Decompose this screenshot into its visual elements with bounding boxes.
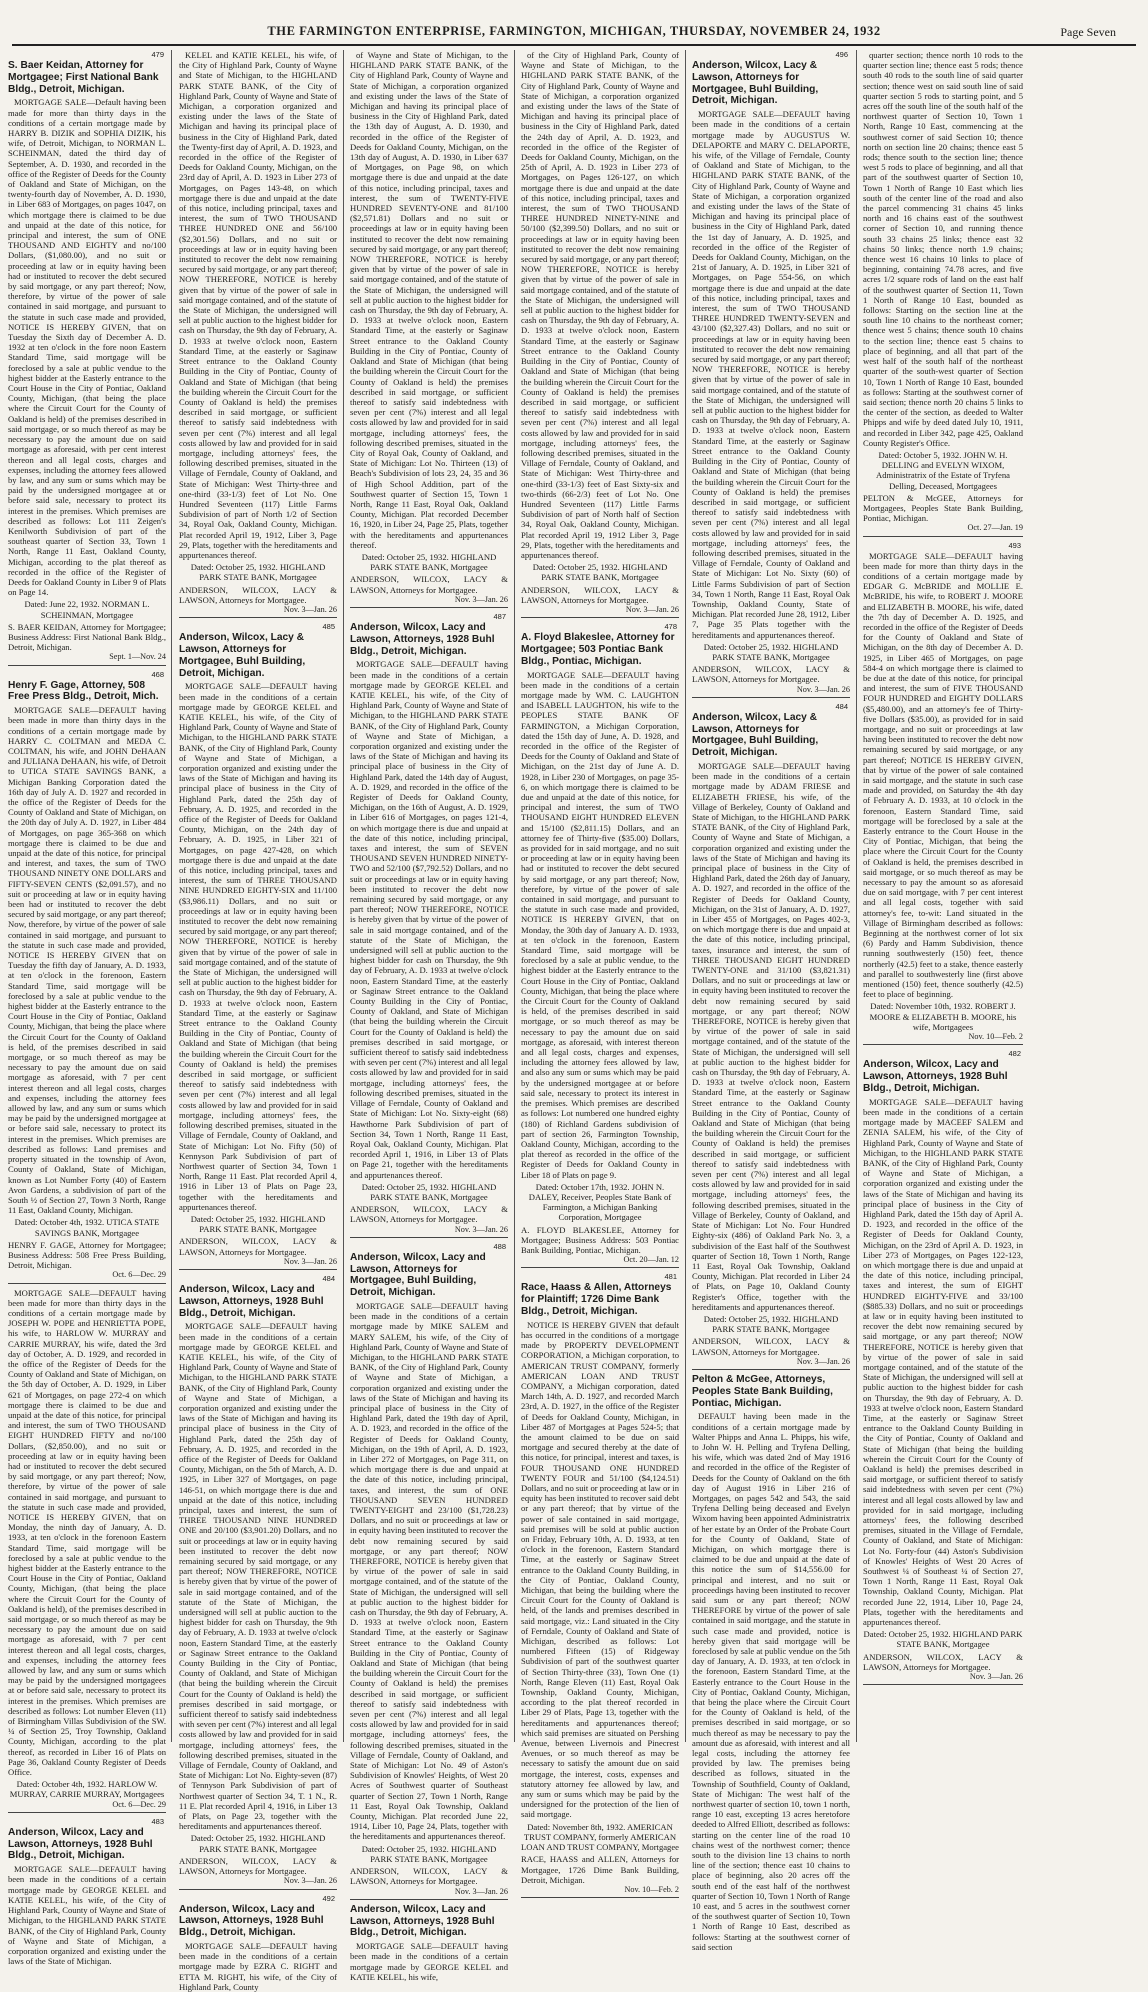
notice-body: KELEL and KATIE KELEL, his wife, of the City of Highland Park, County of Wayne and State of Michigan, to the HIGHLAND PARK STATE BANK, of the City of Highland Park, County of Wayne and State of Michigan, a corporation organized and existing under the laws of the State of Michigan and having its principal place of business in the City of Highland Park, dated the Twenty-first day of April, A. D. 1923, and recorded in the office of the Register of Deeds for Oakland County, Michigan, on the 23rd day of April, A. D. 1923 in Liber 273 of Mortgages, on Pages 143-48, on which mortgage there is due and unpaid at the date of this notice, including principal, taxes and interest, the sum of TWO THOUSAND THREE HUNDRED ONE and 56/100 ($2,301.56) Dollars, and no suit or proceedings at law or in equity having been instituted to recover the debt now remaining secured by said mortgage, or any part thereof; NOW THEREFORE, NOTICE is hereby given that by virtue of the power of sale in said mortgage contained, and of the statute of the State of Michigan, the undersigned will sell at public auction to the highest bidder for cash on Thursday, the 9th day of February, A. D. 1933 at twelve o'clock noon, Eastern Standard Time, at the easterly or Saginaw Street entrance to the Oakland County Building in the City of Pontiac, County of Oakland and State of Michigan (that being the building wherein the Circuit Court for the County of Oakland is held) the premises described in said mortgage, or sufficient thereof to satisfy said indebtedness with seven per cent (7%) interest and all legal costs allowed by law and provided for in said mortgage, including attorneys' fees, the following described premises, situated in the Village of Ferndale, County of Oakland, and State of Michigan: West Thirty-three and one-third (33-1/3) feet of Lot No. One Hundred Seventeen (117) Little Farms Subdivision of part of North 1/2 of Section 34, Royal Oak, Oakland County, Michigan. Plat recorded April 19, 1912, Liber 3, Page 29, Plats, together with the hereditaments and appurtenances thereof. xyxy=(179,50,337,560)
notice-number: 482 xyxy=(1008,1049,1021,1059)
notice-body: MORTGAGE SALE—DEFAULT having been made in the conditions of a certain mortgage made by GEORGE KELEL and KATIE KELEL, his wife, of the City of Highland Park, County of Wayne and State of Michigan, to the HIGHLAND PARK STATE BANK, of the City of Highland Park, County of Wayne and State of Michigan, a corporation organized and existing under the laws of the State of Michigan and having its principal place of business in the City of Highland Park, dated the 25th day of February, A. D. 1925, and recorded in the office of the Register of Deeds for Oakland County, Michigan, on the 5th of March, A. D. 1925, in Liber 327 of Mortgages, on page 146-51, on which mortgage there is due and unpaid at the date of this notice, including principal, taxes and interest, the sum of THREE THOUSAND NINE HUNDRED ONE and 20/100 ($3,901.20) Dollars, and no suit or proceedings at law or in equity having been instituted to recover the debt now remaining secured by said mortgage, or any part thereof; NOW THEREFORE, NOTICE is hereby given that by virtue of the power of sale in said mortgage contained, and of the statute of the State of Michigan, the undersigned will sell at public auction to the highest bidder for cash on Thursday, the 9th day of February, A. D. 1933 at twelve o'clock noon, Eastern Standard Time, at the easterly or Saginaw Street entrance to the Oakland County Building in the City of Pontiac, County of Oakland, and State of Michigan (that being the building wherein the Circuit Court for the County of Oakland is held) the premises described in said mortgage, or sufficient thereof to satisfy said indebtedness with seven per cent (7%) interest and all legal costs allowed by law and provided for in said mortgage, including attorneys' fees, the following described premises, situated in the Village of Ferndale, County of Oakland, and State of Michigan: Lot No. Eighty-seven (87) of Tennyson Park Subdivision of part of Northwest quarter of Section 34, T. 1 N., R. 11 E. Plat recorded April 4, 1916, in Liber 13 of Plats, on Page 23, together with the hereditaments and appurtenances thereof. xyxy=(179,1321,337,1832)
column-rule xyxy=(856,50,857,1742)
legal-notice xyxy=(350,1242,508,1900)
notice-heading: Anderson, Wilcox, Lacy & Lawson, Attorneys for Mortgagee, Buhl Building, Detroit, Michigan. xyxy=(692,60,819,107)
notice-run-dates: Oct. 6—Dec. 29 xyxy=(8,1270,166,1283)
page-number: Page Seven xyxy=(1060,25,1116,39)
legal-notice xyxy=(863,50,1023,537)
column-rule xyxy=(171,50,172,1742)
notice-body: MORTGAGE SALE—DEFAULT having been made in the conditions of a certain mortgage made by ADAM FRIESE and ELIZABETH FRIESE, his wife, of the Village of Berkeley, County of Oakland and State of Michigan, to the HIGHLAND PARK STATE BANK, of the City of Highland Park, County of Wayne and State of Michigan, a corporation organized and existing under the laws of the State of Michigan and having its principal place of business in the City of Highland Park, dated the 26th day of January, A. D. 1927, and recorded in the office of the Register of Deeds for Oakland County, Michigan, on the 31st of January, A. D. 1927, in Liber 455 of Mortgages, on Pages 402-3, on which mortgage there is due and unpaid at the date of this notice, including principal, taxes, insurance and interest, the sum of THREE THOUSAND EIGHT HUNDRED TWENTY-ONE and 31/100 ($3,821.31) Dollars, and no suit or proceedings at law or in equity having been instituted to recover the debt now remaining secured by said mortgage, or any part thereof; NOW THEREFORE, NOTICE is hereby given that by virtue of the power of sale in said mortgage contained, and of the statute of the State of Michigan, the undersigned will sell at public auction to the highest bidder for cash on Thursday, the 9th day of February, A. D. 1933 at twelve o'clock noon, Eastern Standard Time, at the easterly or Saginaw Street entrance to the Oakland County Building in the City of Pontiac, County of Oakland and State of Michigan (that being the building wherein the Circuit Court for the County of Oakland is held) the premises described in said mortgage, or sufficient thereof to satisfy said indebtedness with seven per cent (7%) interest and all legal costs allowed by law and provided for in said mortgage, including attorneys' fees, the following described premises, situated in the Village of Berkeley, County of Oakland, and State of Michigan: Lot No. Four Hundred Eighty-six (486) of Oakland Park No. 3, a subdivision of the East half of the Southwest quarter of Section 18, Town 1 North, Range 11 East, Royal Oak Township, Oakland County, Michigan. Plat recorded in Liber 24 of Plats, on Page 10, Oakland County Register's Office, together with the hereditaments and appurtenances thereof. xyxy=(692,760,850,1312)
legal-notice xyxy=(8,1288,166,1813)
notice-run-dates: Oct. 27—Jan. 19 xyxy=(863,523,1023,536)
notice-heading: Pelton & McGee, Attorneys, Peoples State Bank Building, Pontiac, Michigan. xyxy=(692,1373,833,1409)
notice-number: 478 xyxy=(664,622,677,632)
notice-heading: A. Floyd Blakeslee, Attorney for Mortgagee; 503 Pontiac Bank Bldg., Pontiac, Michigan. xyxy=(521,632,675,667)
notice-number: 468 xyxy=(151,669,164,679)
notice-heading: Anderson, Wilcox, Lacy and Lawson, Attorneys, 1928 Buhl Bldg., Detroit, Michigan. xyxy=(350,621,495,657)
column-rule xyxy=(685,50,686,1742)
notice-run-dates: Nov. 3—Jan. 26 xyxy=(350,1225,508,1238)
notice-run-dates: Nov. 3—Jan. 26 xyxy=(521,605,679,618)
notice-number: 488 xyxy=(493,1241,506,1251)
notice-attorneys: ANDERSON, WILCOX, LACY & LAWSON, Attorneys for Mortgagee. xyxy=(350,1866,508,1887)
notice-body: of Wayne and State of Michigan, to the HIGHLAND PARK STATE BANK, of the City of Highland Park, County of Wayne and State of Michigan, a corporation organized and existing under the laws of the State of Michigan and having its principal place of business in the City of Highland Park, dated the 13th day of August, A. D. 1930, and recorded in the office of the Register of Deeds for Oakland County, Michigan, on the 13th day of August, A. D. 1930, in Liber 637 of Mortgages, on Page 98, on which mortgage there is due and unpaid at the date of this notice, including principal, taxes and interest, the sum of TWENTY-FIVE HUNDRED SEVENTY-ONE and 81/100 ($2,571.81) Dollars and no suit or proceedings at law or in equity having been instituted to recover the debt now remaining secured by said mortgage, or any part thereof; NOW THEREFORE, NOTICE is hereby given that by virtue of the power of sale in said mortgage contained, and of the statute of the State of Michigan, the undersigned will sell at public auction to the highest bidder for cash on Thursday, the 9th day of February, A. D. 1933 at twelve o'clock noon, Eastern Standard Time, at the easterly or Saginaw Street entrance to the Oakland County Building in the City of Pontiac, County of Oakland and State of Michigan (that being the building wherein the Circuit Court for the County of Oakland is held) the premises described in said mortgage, or sufficient thereof to satisfy said indebtedness with seven per cent (7%) interest and all legal costs allowed by law and provided for in said mortgage, including attorneys' fees, the following described premises, situated in the City of Royal Oak, County of Oakland, and State of Michigan: Lot No. Thirteen (13) of Beach's Subdivision of lots 23, 24, 35 and 36 of High School Addition, part of the Southwest quarter of Section 15, Town 1 North, Range 11 East, Royal Oak, Oakland County, Michigan. Plat recorded December 16, 1920, in Liber 24, Page 25, Plats, together with the hereditaments and appurtenances thereof. xyxy=(350,50,508,550)
notice-number: 483 xyxy=(151,1816,164,1826)
legal-notice xyxy=(8,670,166,1284)
column-6 xyxy=(863,50,1023,1742)
notice-run-dates: Nov. 3—Jan. 26 xyxy=(350,595,508,608)
masthead-title: THE FARMINGTON ENTERPRISE, FARMINGTON, MICHIGAN, THURSDAY, NOVEMBER 24, 1932 xyxy=(267,24,881,38)
legal-notice xyxy=(521,622,679,1268)
notice-signature: Dated: October 25, 1932. HIGHLAND PARK STATE BANK, Mortgagee xyxy=(361,551,497,573)
notice-number: 485 xyxy=(322,622,335,632)
notice-attorneys: S. BAER KEIDAN, Attorney for Mortgagee; Business Address: First National Bank Bldg., Detroit, Michigan. xyxy=(8,621,166,653)
notice-body: MORTGAGE SALE—DEFAULT having been made for more than thirty days in the conditions of a certain mortgage made by JOSEPH W. POPE and HENRIETTA POPE, his wife, to HARLOW W. MURRAY and CARRIE MURRAY, his wife, dated the 3rd day of October, A. D. 1929, and recorded in the office of the Register of Deeds for the County of Oakland and State of Michigan, on the 5th day of October, A. D. 1929, in Liber 621 of Mortgages, on page 272-4 on which mortgage there is claimed to be due and unpaid at the date of this notice, for principal and interest, the sum of TWO THOUSAND EIGHT HUNDRED FIFTY and no/100 Dollars, ($2,850.00), and no suit or proceeding at law or in equity having been had or instituted to recover the debt secured by said mortgage, or any part thereof; Now, therefore, by virtue of the power of sale contained in said mortgage, and pursuant to the statute in such case made and provided, NOTICE IS HEREBY GIVEN, that on Monday, the ninth day of January, A. D. 1933, at ten o'clock in the forenoon Eastern Standard Time, said mortgage will be foreclosed by a sale at public vendue to the highest bidder at the Easterly entrance to the Court House in the City of Pontiac, Oakland County, Michigan, (that being the place where the Circuit Court for the County of Oakland is held), of the premises described in said mortgage, or so much thereof as may be necessary to pay the amount due on said mortgage as aforesaid, with 7 per cent interest thereon and all legal costs, charges, and expenses, including the attorney fees allowed by law, and any sum or sums which may be paid by the undersigned mortgagees at or before said sale, necessary to protect its interest in the premises. Which premises are described as follows: Lot number Eleven (11) of Birmingham Villas Subdivision of the SW. ¼ of Section 25, Troy Township, Oakland County, Michigan, according to the plat thereof, as recorded in Liber 16 of Plats on Page 36, Oakland County Register of Deeds Office. xyxy=(8,1287,166,1778)
notice-heading: Anderson, Wilcox, Lacy & Lawson, Attorneys for Mortgagee, Buhl Building, Detroit, Michigan. xyxy=(692,711,819,759)
legal-notice xyxy=(179,1894,337,1992)
notice-body: NOTICE IS HEREBY GIVEN that default has occurred in the conditions of a mortgage made by PROPERTY DEVELOPMENT CORPORATION, a Michigan corporation, to AMERICAN TRUST COMPANY, formerly AMERICAN LOAN AND TRUST COMPANY, a Michigan corporation, dated March 14th, A. D. 1927, and recorded March 23rd, A. D. 1927, in the office of the Register of Deeds for Oakland County, Michigan, in Liber 487 of Mortgages at Pages 524-5; that the amount claimed to be due on said mortgage and secured thereby at the date of this notice, for principal, interest and taxes, is FOUR THOUSAND ONE HUNDRED TWENTY FOUR and 51/100 ($4,124.51) Dollars, and no suit or proceeding at law or in equity has been instituted to recover said debt or any part thereof; that by virtue of the power of sale contained in said mortgage, said premises will be sold at public auction on Friday, February 10th, A. D. 1933, at ten o'clock in the forenoon, Eastern Standard Time, at the easterly or Saginaw Street entrance to the Oakland County Building, in the City of Pontiac, Oakland County, Michigan, that being the building where the Circuit Court for the County of Oakland is held, of the lands and premises described in said mortgage, viz.: Land situated in the City of Ferndale, County of Oakland and State of Michigan, described as follows: Lot numbered Fifteen (15) of Ridgeway Subdivision of part of the southwest quarter of Section Thirty-three (33), Town One (1) North, Range Eleven (11) East, Royal Oak Township, Oakland County, Michigan, according to the plat thereof recorded in Liber 29 of Plats, Page 13, together with the hereditaments and appurtenances thereof; which said premises are situated on Pershing Avenue, between Livernois and Pinecrest Avenues, or so much thereof as may be necessary to satisfy the amount due on said mortgage, the interest, costs, expenses and statutory attorney fee allowed by law, and any sum or sums which may be paid by the undersigned for the protection of the lien of said mortgage. xyxy=(521,1319,679,1820)
notice-number: 493 xyxy=(1008,540,1021,550)
notice-signature: Dated: October 25, 1932. HIGHLAND PARK STATE BANK, Mortgagee xyxy=(190,562,326,583)
notice-signature: Dated: October 25, 1932. HIGHLAND PARK STATE BANK, Mortgagee xyxy=(190,1833,326,1854)
notice-heading: Anderson, Wilcox, Lacy & Lawson, Attorneys for Mortgagee, Buhl Building, Detroit, Michigan. xyxy=(179,632,306,679)
legal-notice xyxy=(179,622,337,1270)
notice-heading: Anderson, Wilcox, Lacy and Lawson, Attorneys for Mortgagee, Buhl Building, Detroit, Michigan. xyxy=(350,1251,486,1299)
notice-run-dates: Nov. 3—Jan. 26 xyxy=(692,685,850,698)
notice-body: quarter section; thence north 10 rods to the quarter section line; thence east 5 rods; thence south 40 rods to the south line of said quarter section; thence west on said south line of said quarter section 5 rods to starting point, and 5 acres off the south line of the south half of the northwest quarter of Section 10, Town 1 North, Range 10 East, commencing at the southwest corner of said Section 10; thence north on section line 20 chains; thence east 5 rods; thence south to the section line; thence west 5 rods to place of beginning, and all that part of the southwest quarter of Section 10, Town 1 North of Range 10 East which lies south of the center line of the road and also the parcel commencing 31 chains 45 links north and 16 chains east of the southwest corner of Section 10, and running thence south 33 chains 25 links; thence east 32 chains 50 links; thence north 1.9 chains; thence west 16 chains 10 links to place of beginning, containing 74.78 acres, and five acres 1/2 square rods of land on the east half of the southwest quarter of Section 11, Town 1 North of Range 10 East, bounded as follows: Starting on the section line at the south line 10 chains to the northeast corner; thence west 5 chains; thence south 10 chains to the section line; thence east 5 chains to place of beginning, and all that part of the west half of the south half of the northeast quarter of the south-west quarter of Section 10, Town 1 North of Range 10 East, bounded as follows: Starting at the southwest corner of said section; thence north 20 chains 5 links to the center of the section, as deeded to Walter Phipps and wife by deed dated July 10, 1911, and recorded in Liber 342, page 425, Oakland County Register's Office. xyxy=(863,50,1023,448)
notice-attorneys: ANDERSON, WILCOX, LACY & LAWSON, Attorneys for Mortgagee. xyxy=(863,1651,1023,1672)
legal-notice xyxy=(179,50,337,618)
legal-notice xyxy=(8,50,166,666)
notice-body: MORTGAGE SALE—DEFAULT having been made in the conditions of a certain mortgage made by GEORGE KELEL and KATIE KELEL, his wife, of the City of Highland Park, County of Wayne and State of Michigan, to the HIGHLAND PARK STATE BANK, of the City of Highland Park, County of Wayne and State of Michigan, a corporation organized and existing under the laws of the State of Michigan and having its principal place of business in the City of Highland Park, dated the 14th day of August, A. D. 1929, and recorded in the office of the Register of Deeds for Oakland County, Michigan, on the 16th of August, A. D. 1929, in Liber 616 of Mortgages, on pages 121-4, on which mortgage there is due and unpaid at the date of this notice, including principal, taxes and interest, the sum of SEVEN THOUSAND SEVEN HUNDRED NINETY-TWO and 52/100 ($7,792.52) Dollars, and no suit or proceedings at law or in equity having been instituted to recover the debt now remaining secured by said mortgage, or any part thereof; NOW THEREFORE, NOTICE is hereby given that by virtue of the power of sale in said mortgage contained, and of the statute of the State of Michigan, the undersigned will sell at public auction to the highest bidder for cash on Thursday, the 9th day of February, A. D. 1933 at twelve o'clock noon, Eastern Standard Time, at the easterly or Saginaw Street entrance to the Oakland County Building in the City of Pontiac, County of Oakland, and State of Michigan (that being the building wherein the Circuit Court for the County of Oakland is held) the premises described in said mortgage, or sufficient thereof to satisfy said indebtedness with seven per cent (7%) interest and all legal costs allowed by law and provided for in said mortgage, including attorneys' fees, the following described premises, situated in the Village of Ferndale, County of Oakland and State of Michigan: Lot No. Sixty-eight (68) Hawthorne Park Subdivision of part of Section 34, Town 1 North, Range 11 East, Royal Oak, Oakland County, Michigan. Plat recorded April 1, 1916, in Liber 13 of Plats on Page 21, together with the hereditaments and appurtenances thereof. xyxy=(350,659,508,1180)
notice-body: MORTGAGE SALE—DEFAULT having been made in more than thirty days in the conditions of a certain mortgage made by HARRY C. COLTMAN and MEDA C. COLTMAN, his wife, and JOHN DeHAAN and JULIANA DeHAAN, his wife, of Detroit to UTICA STATE SAVINGS BANK, a Michigan Banking Corporation dated the 16th day of July A. D. 1927 and recorded in the office of the Register of Deeds for the County of Oakland and State of Michigan, on the 20th day of July A. D. 1927, in Liber 484 of Mortgages, on page 365-368 on which mortgage there is claimed to be due and unpaid at the date of this notice, for principal and interest, and taxes, the sum of TWO THOUSAND NINETY ONE DOLLARS and FIFTY-SEVEN CENTS ($2,091.57), and no suit or proceeding at law or in equity having been had or instituted to recover the debt secured by said mortgage, or any part thereof; Now, therefore, by virtue of the power of sale contained in said mortgage, and pursuant to the statute in such case made and provided, NOTICE IS HEREBY GIVEN that on Tuesday the fifth day of January, A. D. 1933, at ten o'clock in the forenoon, Eastern Standard Time, said mortgage will be foreclosed by a sale at public vendue to the highest bidder at the Easterly entrance to the Court House in the City of Pontiac, Oakland County, Michigan, that being the place where the Circuit Court for the County of Oakland is held, of the premises described in said mortgage, or so much thereof as may be necessary to pay the amount due on said mortgage as aforesaid, with 7 per cent interest thereon and all legal costs, charges and expenses, including the attorney fees allowed by law, and any sum or sums which may be paid by the undersigned mortgagee at or before said sale, necessary to protect its interest in the premises. Which premises are described as follows: Land premises and property situated in the township of Avon, County of Oakland, State of Michigan, known as Lot Number Forty (40) of Eastern Avon Gardens, a subdivision of part of the South ½ of Section 27, Town 3 North, Range 11 East, Oakland County, Michigan. xyxy=(8,705,166,1216)
notice-attorneys: ANDERSON, WILCOX, LACY & LAWSON, Attorneys for Mortgagee. xyxy=(179,1236,337,1257)
notice-number: 484 xyxy=(835,701,848,711)
column-5 xyxy=(692,50,850,1952)
masthead-rule xyxy=(12,44,1136,46)
notice-body: of the City of Highland Park, County of Wayne and State of Michigan, to the HIGHLAND PARK STATE BANK, of the City of Highland Park, County of Wayne and State of Michigan, a corporation organized and existing under the laws of the State of Michigan and having its principal place of business in the City of Highland Park, dated the 24th day of April, A. D. 1923, and recorded in the office of the Register of Deeds for Oakland County, Michigan, on the 25th of April, A. D. 1923 in Liber 273 of Mortgages, on Pages 126-127, on which mortgage there is due and unpaid at the date of this notice, including principal, taxes and interest, the sum of TWO THOUSAND THREE HUNDRED NINETY-NINE and 50/100 ($2,399.50) Dollars, and no suit or proceedings at law or in equity having been instituted to recover the debt now remaining secured by said mortgage, or any part thereof; NOW THEREFORE, NOTICE is hereby given that by virtue of the power of sale in said mortgage contained, and of the statute of the State of Michigan, the undersigned will sell at public auction to the highest bidder for cash on Thursday, the 9th day of February, A. D. 1933 at twelve o'clock noon, Eastern Standard Time, at the easterly or Saginaw Street entrance to the Oakland County Building in the City of Pontiac, County of Oakland and State of Michigan (that being the building wherein the Circuit Court for the County of Oakland is held) the premises described in said mortgage, or sufficient thereof to satisfy said indebtedness with seven per cent (7%) interest and all legal costs allowed by law and provided for in said mortgage, including attorneys' fees, the following described premises, situated in the Village of Ferndale, County of Oakland, and State of Michigan: West Thirty-three and one-third (33-1/3) feet of East Sixty-six and two-thirds (66-2/3) feet of Lot No. One Hundred Seventeen (117) Little Farms Subdivision of part of North half of Section 34, Royal Oak, Oakland County, Michigan. Plat recorded April 19, 1912 Liber 3, Page 29, Plats, together with the hereditaments and appurtenances thereof. xyxy=(521,50,679,560)
notice-body: DEFAULT having been made in the conditions of a certain mortgage made by Walter Phipps and Anna L. Phipps, his wife, to John W. H. Pelling and Tryfena Delling, his wife, which was dated 2nd of May 1916 and recorded in the office of the Register of Deeds for the County of Oakland on the 6th day of August 1916 in Liber 216 of Mortgages, on pages 542 and 543, the said Tryfena Delling being deceased and Evelyn Wixom having been appointed Administratrix of her estate by an Order of the Probate Court for the County of Oakland, State of Michigan, on which mortgage there is claimed to be due and unpaid at the date of this notice the sum of $14,556.00 for principal and interest, and no suit or proceedings having been instituted to recover said sum or any part thereof; NOW THEREFORE by virtue of the power of sale contained in said mortgage, and the statute in such case made and provided, notice is hereby given that said mortgage will be foreclosed by sale at public vendue on the 5th day of January, A. D. 1933, at ten o'clock in the forenoon, Eastern Standard Time, at the Easterly entrance to the Court House in the City of Pontiac, Oakland County, Michigan, that being the place where the Circuit Court for the County of Oakland is held, of the premises described in said mortgage, or so much thereof as may be necessary to pay the amount due as aforesaid, with interest and all legal costs, including the attorney fee provided by law. The premises being described as follows, situated in the Township of Southfield, County of Oakland, State of Michigan: The west half of the northwest quarter of section 10, town 1 north, range 10 east, excepting 13 acres heretofore deeded to Alfred Elliott, described as follows: starting on the center line of the road 10 chains west of the northwest corner; thence south to the division line 13 chains to north line of the section; thence east 10 chains to place of beginning, also 20 acres off the south end of the east half of the northwest quarter of Section 10, Town 1 North of Range 10 east, and 5 acres in the southwest corner of the southwest quarter of Section 10, Town 1 North of Range 10 East, described as follows: Starting at the southwest corner of said section xyxy=(692,1411,850,1952)
notice-signature: Dated: October 25, 1932. HIGHLAND PARK STATE BANK, Mortgagee xyxy=(703,1313,839,1335)
notice-run-dates: Nov. 3—Jan. 26 xyxy=(350,1887,508,1900)
notice-body: MORTGAGE SALE—DEFAULT having been made in the conditions of a certain mortgage made by EZRA C. RIGHT and ETTA M. RIGHT, his wife, of the City of Highland Park, County xyxy=(179,1940,337,1992)
notice-signature: Dated: October 4th, 1932. UTICA STATE SAVINGS BANK, Mortgagee xyxy=(14,1217,160,1238)
notice-heading: S. Baer Keidan, Attorney for Mortgagee; First National Bank Bldg., Detroit, Michigan. xyxy=(8,60,159,95)
column-4 xyxy=(521,50,679,1894)
column-rule xyxy=(514,50,515,1742)
notice-number: 479 xyxy=(151,50,164,59)
notice-attorneys: ANDERSON, WILCOX, LACY & LAWSON, Attorneys for Mortgagee. xyxy=(692,664,850,685)
legal-notice xyxy=(521,50,679,618)
notice-attorneys: ANDERSON, WILCOX, LACY & LAWSON, Attorneys for Mortgagee. xyxy=(350,1204,508,1225)
notice-body: MORTGAGE SALE—DEFAULT having been made in the conditions of a certain mortgage made by GEORGE KELEL and KATIE KELEL, his wife, of the City of Highland Park, County of Wayne and State of Michigan, to the HIGHLAND PARK STATE BANK, of the City of Highland Park, County of Wayne and State of Michigan, a corporation organized and existing under the laws of the State of Michigan. xyxy=(8,1864,166,1967)
legal-notice xyxy=(350,612,508,1238)
notice-run-dates: Nov. 3—Jan. 26 xyxy=(692,1357,850,1370)
notice-number: 481 xyxy=(664,1272,677,1282)
notice-signature: Dated: October 25, 1932. HIGHLAND PARK STATE BANK, Mortgagee xyxy=(361,1843,497,1864)
notice-number: 487 xyxy=(493,611,506,621)
notice-run-dates: Nov. 10—Feb. 2 xyxy=(863,1032,1023,1045)
notice-signature: Dated: October 25, 1932. HIGHLAND PARK STATE BANK, Mortgagee xyxy=(532,562,668,583)
notice-run-dates: Sept. 1—Nov. 24 xyxy=(8,652,166,665)
column-2 xyxy=(179,50,337,1992)
legal-notice xyxy=(692,50,850,698)
notice-body: MORTGAGE SALE—DEFAULT having been made for more than thirty days in the conditions of a certain mortgage made by EDGAR G. McBRIDE and MOLLIE E. McBRIDE, his wife, to ROBERT J. MOORE and ELIZABETH B. MOORE, his wife, dated the 7th day of December A. D. 1925, and recorded in the office of the Register of Deeds for the County of Oakland and State of Michigan, on the 8th day of December A. D. 1925, in Liber 465 of Mortgages, on page 584-4 on which mortgage there is claimed to be due at the date of this notice, for principal and interest, the sum of FIVE THOUSAND FOUR HUNDRED and EIGHTY DOLLARS ($5,480.00), and an attorney's fee of Thirty-five Dollars ($35.00), as provided for in said mortgage, and no suit or proceedings at law having been instituted to recover the debt now remaining secured by said mortgage, or any part thereof; NOTICE IS HEREBY GIVEN, that by virtue of the power of sale contained in said mortgage, and the statute in such case made and provided, on Saturday the 4th day of February A. D. 1933, at 10 o'clock in the forenoon, Eastern Standard Time, said mortgage will be foreclosed by a sale at the Easterly entrance to the Court House in the City of Pontiac, Michigan, that being the place where the Circuit Court for the County of Oakland is held, the premises described in said mortgage, or so much thereof as may be necessary to pay the amount so as aforesaid due on said mortgage, with 7 per cent interest and all legal costs, together with said attorney's fee, to-wit: Land situated in the Village of Birmingham described as follows: Beginning at the northwest corner of lot six (6) Pardy and Hamm Subdivision, thence running southwesterly (150) feet, thence northerly (42.5) feet to a stake, thence easterly and parallel to southwesterly line (first above mentioned (150) feet, thence southerly (42.5) feet to place of beginning. xyxy=(863,550,1023,1000)
notice-attorneys: ANDERSON, WILCOX, LACY & LAWSON, Attorneys for Mortgagee. xyxy=(179,584,337,605)
notice-body: MORTGAGE SALE—Default having been made for more than thirty days in the conditions of a certain mortgage made by HARRY B. DIZIK and SOPHIA DIZIK, his wife, of Detroit, Michigan, to NORMAN L. SCHEINMAN, dated the third day of September, A. D. 1930, and recorded in the office of the Register of Deeds for the County of Oakland and State of Michigan, on the twenty-fourth day of November, A. D. 1930, in Liber 683 of Mortgages, on pages 1047, on which mortgage there is claimed to be due and unpaid at the date of this notice, for principal and interest, the sum of ONE THOUSAND AND EIGHTY and no/100 Dollars, ($1,080.00), and no suit or proceeding at law or in equity having been had or instituted to recover the debt secured by said mortgage, or any part thereof; Now, therefore, by virtue of the power of sale contained in said mortgage, and pursuant to the statute in such case made and provided, NOTICE IS HEREBY GIVEN, that on Tuesday the Sixth day of December A. D. 1932 at ten o'clock in the fore noon Eastern Standard Time, said mortgage will be foreclosed by a sale at public vendue to the highest bidder at the Easterly entrance to the Court House in the City of Pontiac, Oakland County, Michigan, (that being the place where the Circuit Court for the County of Oakland is held) of the premises described in said mortgage, or so much thereof as may be necessary to pay the amount due on said mortgage as aforesaid, with per cent interest thereon and all legal costs, charges and expenses, including the attorney fees allowed by law, and any sum or sums which may be paid by the undersigned mortgagee at or before said sale, necessary to protect its interest in the premises. Which premises are described as follows: Lot 111 Zeigen's Kenilworth Subdivision of part of the southeast quarter of Section 33, Town 1 North, Range 11 East, Oakland County, Michigan, according to the plat thereof as recorded in the office of the Register of Deeds for Oakland County in Liber 9 of Plats on Page 14. xyxy=(8,97,166,598)
notice-heading: Anderson, Wilcox, Lacy and Lawson, Attorneys, 1928 Buhl Bldg., Detroit, Michigan. xyxy=(350,1903,495,1939)
notice-body: MORTGAGE SALE—DEFAULT having been made in the conditions of a certain mortgage made by GEORGE KELEL and KATIE KELEL, his wife, xyxy=(350,1941,508,1982)
legal-notice xyxy=(8,1817,166,1966)
notice-attorneys: PELTON & McGEE, Attorneys for Mortgagees, Peoples State Bank Building, Pontiac, Michigan. xyxy=(863,492,1023,524)
notice-attorneys: ANDERSON, WILCOX, LACY & LAWSON, Attorneys for Mortgagee. xyxy=(350,574,508,595)
notice-heading: Anderson, Wilcox, Lacy and Lawson, Attorneys, 1928 Buhl Bldg., Detroit, Michigan. xyxy=(179,1283,324,1319)
column-1 xyxy=(8,50,166,1967)
notice-signature: Dated: October 25, 1932. HIGHLAND PARK STATE BANK, Mortgagee xyxy=(361,1181,497,1202)
notice-attorneys: ANDERSON, WILCOX, LACY & LAWSON, Attorneys for Mortgagee. xyxy=(179,1855,337,1877)
notice-signature: Dated: October 4th, 1932. HARLOW W. MURRAY, CARRIE MURRAY, Mortgagees xyxy=(9,1779,165,1800)
notice-run-dates: Nov. 3—Jan. 26 xyxy=(179,605,337,618)
notice-body: MORTGAGE SALE—DEFAULT having been made in the conditions of a certain mortgage made by MACEEF SALEM and ZENIA SALEM, his wife, of the City of Highland Park, County of Wayne and State of Michigan, to the HIGHLAND PARK STATE BANK, of the City of Highland Park, County of Wayne and State of Michigan, a corporation organized and existing under the laws of the State of Michigan and having its principal place of business in the City of Highland Park, dated the 15th day of April A. D. 1923, and recorded in the office of the Register of Deeds for Oakland County, Michigan, on the 23rd of April A. D. 1923, in Liber 273 of Mortgages, on Pages 122-123, on which mortgage there is due and unpaid at the date of this notice, including principal, taxes and interest, the sum of EIGHT HUNDRED EIGHTY-FIVE and 33/100 ($885.33) Dollars, and no suit or proceedings at law or in equity having been instituted to recover the debt now remaining secured by said mortgage, or any part thereof; NOW THEREFORE, NOTICE is hereby given that by virtue of the power of sale in said mortgage contained, and of the statute of the State of Michigan, the undersigned will sell at public auction to the highest bidder for cash on Thursday, the 9th day of February, A. D. 1933 at twelve o'clock noon, Eastern Standard Time, at the easterly or Saginaw Street entrance to the Oakland County Building in the City of Pontiac, County of Oakland and State of Michigan (that being the building wherein the Circuit Court for the County of Oakland is held) the premises described in said mortgage, or sufficient thereof to satisfy said indebtedness with seven per cent (7%) interest and all legal costs allowed by law and provided for in said mortgage, including attorneys' fees, the following described premises, situated in the Village of Ferndale, County of Oakland, and State of Michigan: Lot No. Forty-four (44) Aston's Subdivision of Knowles' Heights of West 20 Acres of Southwest ¼ of Southeast ¼ of Section 27, Town 1 North, Range 11 East, Royal Oak Township, Oakland County, Michigan. Plat recorded June 22, 1914, Liber 10, Page 24, Plats, together with the hereditaments and appurtenances thereof. xyxy=(863,1096,1023,1628)
notice-attorneys: HENRY F. GAGE, Attorney for Mortgagee; Business Address: 508 Free Press Building, Detroit, Michigan. xyxy=(8,1239,166,1271)
notice-signature: Dated: November 8th, 1932. AMERICAN TRUST COMPANY, formerly AMERICAN LOAN AND TRUST COMPANY, Mortgagee xyxy=(521,1821,679,1853)
notice-number: 496 xyxy=(835,50,848,59)
notice-body: MORTGAGE SALE—DEFAULT having been made in the conditions of a certain mortgage made by AUGUSTUS W. DELAPORTE and MARY C. DELAPORTE, his wife, of the Village of Ferndale, County of Oakland and State of Michigan, to the HIGHLAND PARK STATE BANK, of the City of Highland Park, County of Wayne and State of Michigan, a corporation organized and existing under the laws of the State of Michigan and having its principal place of business in the City of Highland Park, dated the 1st day of January, A. D. 1925, and recorded in the office of the Register of Deeds for Oakland County, Michigan, on the 21st of January, A. D. 1925, in Liber 321 of Mortgages, on Page 554-56, on which mortgage there is due and unpaid at the date of this notice, including principal, taxes and interest, the sum of TWO THOUSAND THREE HUNDRED TWENTY-SEVEN and 43/100 ($2,327.43) Dollars, and no suit or proceedings at law or in equity having been instituted to recover the debt now remaining secured by said mortgage, or any part thereof; NOW THEREFORE, NOTICE is hereby given that by virtue of the power of sale in said mortgage contained, and of the statute of the State of Michigan, the undersigned will sell at public auction to the highest bidder for cash on Thursday, the 9th day of February, A. D. 1933 at twelve o'clock noon, Eastern Standard Time, at the easterly or Saginaw Street entrance to the Oakland County Building in the City of Pontiac, County of Oakland and State of Michigan (that being the building wherein the Circuit Court for the County of Oakland is held) the premises described in said mortgage, or sufficient thereof to satisfy said indebtedness with seven per cent (7%) interest and all legal costs allowed by law and provided for in said mortgage, including attorneys' fees, the following described premises, situated in the Village of Ferndale, County of Oakland and State of Michigan: Lot No. Sixty (60) of Little Farms Subdivision of part of Section 34, Town 1 North, Range 11 East, Royal Oak Township, Oakland County, State of Michigan. Plat recorded June 28, 1912, Liber 7, Page 35 Plats together with the hereditaments and appurtenances thereof. xyxy=(692,109,850,640)
notice-run-dates: Nov. 3—Jan. 26 xyxy=(863,1672,1023,1685)
notice-attorneys: ANDERSON, WILCOX, LACY & LAWSON, Attorneys for Mortgagee. xyxy=(692,1336,850,1357)
notice-body: MORTGAGE SALE—DEFAULT having been made in the conditions of a certain mortgage made by GEORGE KELEL and KATIE KELEL, his wife, of the City of Highland Park, County of Wayne and State of Michigan, to the HIGHLAND PARK STATE BANK, of the City of Highland Park, County of Wayne and State of Michigan, a corporation organized and existing under the laws of the State of Michigan and having its principal place of business in the City of Highland Park, dated the 25th day of February, A. D. 1925, and recorded in the office of the Register of Deeds for Oakland County, Michigan, on the 24th day of February, A. D. 1925, in Liber 321 of Mortgages, on page 427-428, on which mortgage there is due and unpaid at the date of this notice, including principal, taxes and interest, the sum of THREE THOUSAND NINE HUNDRED EIGHTY-SIX and 11/100 ($3,986.11) Dollars, and no suit or proceedings at law or in equity having been instituted to recover the debt now remaining secured by said mortgage, or any part thereof; NOW THEREFORE, NOTICE is hereby given that by virtue of the power of sale in said mortgage contained, and of the statute of the State of Michigan, the undersigned will sell at public auction to the highest bidder for cash on Thursday, the 9th day of February, A. D. 1933 at twelve o'clock noon, Eastern Standard Time, at the easterly or Saginaw Street entrance to the Oakland County Building in the City of Pontiac, County of Oakland and State of Michigan (that being the building wherein the Circuit Court for the County of Oakland is held) the premises described in said mortgage, or sufficient thereof to satisfy said indebtedness with seven per cent (7%) interest and all legal costs allowed by law and provided for in said mortgage, including attorneys' fees, the following described premises, situated in the Village of Ferndale, County of Oakland, and State of Michigan: Lot No. Fifty (50) of Kennyson Park Subdivision of part of Northwest quarter of Section 34, Town 1 North, Range 11 East. Plat recorded April 4, 1916 in Liber 13 of Plats on Page 23, together with the hereditaments and appurtenances thereof. xyxy=(179,681,337,1212)
notice-signature: Dated: October 25, 1932. HIGHLAND PARK STATE BANK, Mortgagee xyxy=(703,641,839,662)
column-3 xyxy=(350,50,508,1982)
notice-run-dates: Oct. 20—Jan. 12 xyxy=(521,1255,679,1268)
notice-number: 492 xyxy=(322,1893,335,1903)
notice-signature: Dated: October 17th, 1932. JOHN N. DALEY, Receiver, Peoples State Bank of Farmington, a Michigan Banking Corporation, Mortgagee xyxy=(528,1181,672,1223)
notice-body: MORTGAGE SALE—DEFAULT having been made in the conditions of a certain mortgage made by MIKE SALEM and MARY SALEM, his wife, of the City of Highland Park, County of Wayne and State of Michigan, to the HIGHLAND PARK STATE BANK, of the City of Highland Park, County of Wayne and State of Michigan, a corporation organized and existing under the laws of the State of Michigan and having its principal place of business in the City of Highland Park, dated the 19th day of April, A. D. 1923, and recorded in the office of the Register of Deeds for Oakland County, Michigan, on the 19th of April, A. D. 1923, in Liber 272 of Mortgages, on Page 311, on which mortgage there is due and unpaid at the date of this notice, including principal, taxes, and interest, the sum of ONE THOUSAND SEVEN HUNDRED TWENTY-EIGHT and 23/100 ($1,728.23) Dollars, and no suit or proceedings at law or in equity having been instituted to recover the debt now remaining secured by said mortgage, or any part thereof; NOW THEREFORE, NOTICE is hereby given that by virtue of the power of sale in said mortgage contained, and of the statute of the State of Michigan, the undersigned will sell at public auction to the highest bidder for cash on Thursday, the 9th day of February, A. D. 1933 at twelve o'clock noon, Eastern Standard Time, at the easterly or Saginaw Street entrance to the Oakland County Building in the City of Pontiac, County of Oakland and State of Michigan (that being the building wherein the Circuit Court for the County of Oakland is held) the premises described in said mortgage, or sufficient thereof to satisfy said indebtedness with seven per cent (7%) interest and all legal costs allowed by law and provided for in said mortgage, including attorneys' fees, the following described premises, situated in the Village of Ferndale, County of Oakland, and State of Michigan: Lot No. 49 of Aston's Subdivision of Knowles' Heights, of West 20 Acres of Southwest quarter of Southeast quarter of Section 27, Town 1 North, Range 11 East, Royal Oak Township, Oakland County, Michigan. Plat recorded June 22, 1914, Liber 10, Page 24, Plats, together with the hereditaments and appurtenances thereof. xyxy=(350,1300,508,1842)
notice-run-dates: Nov. 10—Feb. 2 xyxy=(521,1885,679,1898)
notice-signature: Dated: October 5, 1932. JOHN W. H. DELLING and EVELYN WIXOM, Administratrix of the Estate of Tryfena Delling, Deceased, Mortgagees xyxy=(876,449,1010,491)
legal-notice xyxy=(350,50,508,608)
notice-signature: Dated: October 25, 1932. HIGHLAND PARK STATE BANK, Mortgagee xyxy=(863,1629,1023,1650)
legal-notice xyxy=(692,702,850,1370)
notice-signature: Dated: October 25, 1932. HIGHLAND PARK STATE BANK, Mortgagee xyxy=(190,1213,326,1235)
notice-attorneys: ANDERSON, WILCOX, LACY & LAWSON, Attorneys for Mortgagee. xyxy=(521,584,679,605)
legal-notice xyxy=(692,1374,850,1952)
notice-heading: Anderson, Wilcox, Lacy and Lawson, Attorneys, 1928 Buhl Bldg., Detroit, Michigan. xyxy=(8,1826,153,1862)
notice-attorneys: RACE, HAASS and ALLEN, Attorneys for Mortgagee, 1726 Dime Bank Building, Detroit, Michigan. xyxy=(521,1854,679,1885)
legal-notice xyxy=(521,1272,679,1898)
legal-notice xyxy=(863,541,1023,1046)
notice-run-dates: Nov. 3—Jan. 26 xyxy=(179,1257,337,1270)
masthead xyxy=(0,24,1148,46)
notice-heading: Henry F. Gage, Attorney, 508 Free Press Bldg., Detroit, Mich. xyxy=(8,679,159,703)
notice-number: 484 xyxy=(322,1273,335,1283)
notice-heading: Race, Haass & Allen, Attorneys for Plaintiff; 1726 Dime Bank Bldg., Detroit, Michigan. xyxy=(521,1282,672,1317)
notice-body: MORTGAGE SALE—DEFAULT having been made in the conditions of a certain mortgage made by WM. C. LAUGHTON and ISABELL LAUGHTON, his wife to the PEOPLES STATE BANK OF FARMINGTON, a Michigan Corporation, dated the 15th day of June, A. D. 1928, and recorded in the office of the Register of Deeds for the County of Oakland and State of Michigan, on the 21st day of June A. D. 1928, in Liber 230 of Mortgages, on page 35-6, on which mortgage there is claimed to be due and unpaid at the date of this notice, for principal and interest, the sum of TWO THOUSAND EIGHT HUNDRED ELEVEN and 15/100 ($2,811.15) Dollars, and an attorney fee of Thirty-five ($35.00) Dollars, as provided for in said mortgage, and no suit or proceeding at law or in equity having been had or instituted to recover the debt secured by said mortgage, or any part thereof; Now, therefore, by virtue of the power of sale contained in said mortgage, and pursuant to the statute in such case made and provided, NOTICE IS HEREBY GIVEN, that on Monday, the 30th day of January A. D. 1933, at ten o'clock in the forenoon, Eastern Standard Time, said mortgage will be foreclosed by a sale at public vendue, to the highest bidder at the Easterly entrance to the Court House in the City of Pontiac, Oakland County, Michigan, that being the place where the Circuit Court for the County of Oakland is held, of the premises described in said mortgage, or so much thereof as may be necessary to pay the amount due on said mortgage, as aforesaid, with interest thereon and all legal costs, charges and expenses, including the attorney fees allowed by law, and also any sum or sums which may be paid by the undersigned mortgagee at or before said sale, necessary to protect its interest in the premises. Which premises are described as follows: Lot numbered one hundred eighty (180) of Richland Gardens subdivision of part of section 26, Farmington Township, Oakland County, Michigan, according to the plat thereof as recorded in the office of the Register of Deeds for Oakland County in Liber 18 of Plats on page 9. xyxy=(521,669,679,1180)
column-rule xyxy=(343,50,344,1742)
legal-notices-columns xyxy=(4,50,1144,1992)
notice-heading: Anderson, Wilcox, Lacy and Lawson, Attorneys, 1928 Buhl Bldg., Detroit, Michigan. xyxy=(179,1903,324,1939)
notice-run-dates: Nov. 3—Jan. 26 xyxy=(179,1876,337,1889)
legal-notice xyxy=(350,1904,508,1982)
notice-signature: Dated: November 10th, 1932. ROBERT J. MOORE & ELIZABETH B. MOORE, his wife, Mortgagees xyxy=(869,1001,1017,1032)
notice-attorneys: A. FLOYD BLAKESLEE, Attorney for Mortgagee; Business Address: 503 Pontiac Bank Building, Pontiac, Michigan. xyxy=(521,1224,679,1255)
notice-signature: Dated: June 22, 1932. NORMAN L. SCHEINMAN, Mortgagee xyxy=(24,599,150,620)
legal-notice xyxy=(179,1274,337,1890)
legal-notice xyxy=(863,1049,1023,1685)
notice-run-dates: Oct. 6—Dec. 29 xyxy=(8,1800,166,1813)
notice-heading: Anderson, Wilcox, Lacy and Lawson, Attorneys, 1928 Buhl Bldg., Detroit, Michigan. xyxy=(863,1059,1008,1094)
